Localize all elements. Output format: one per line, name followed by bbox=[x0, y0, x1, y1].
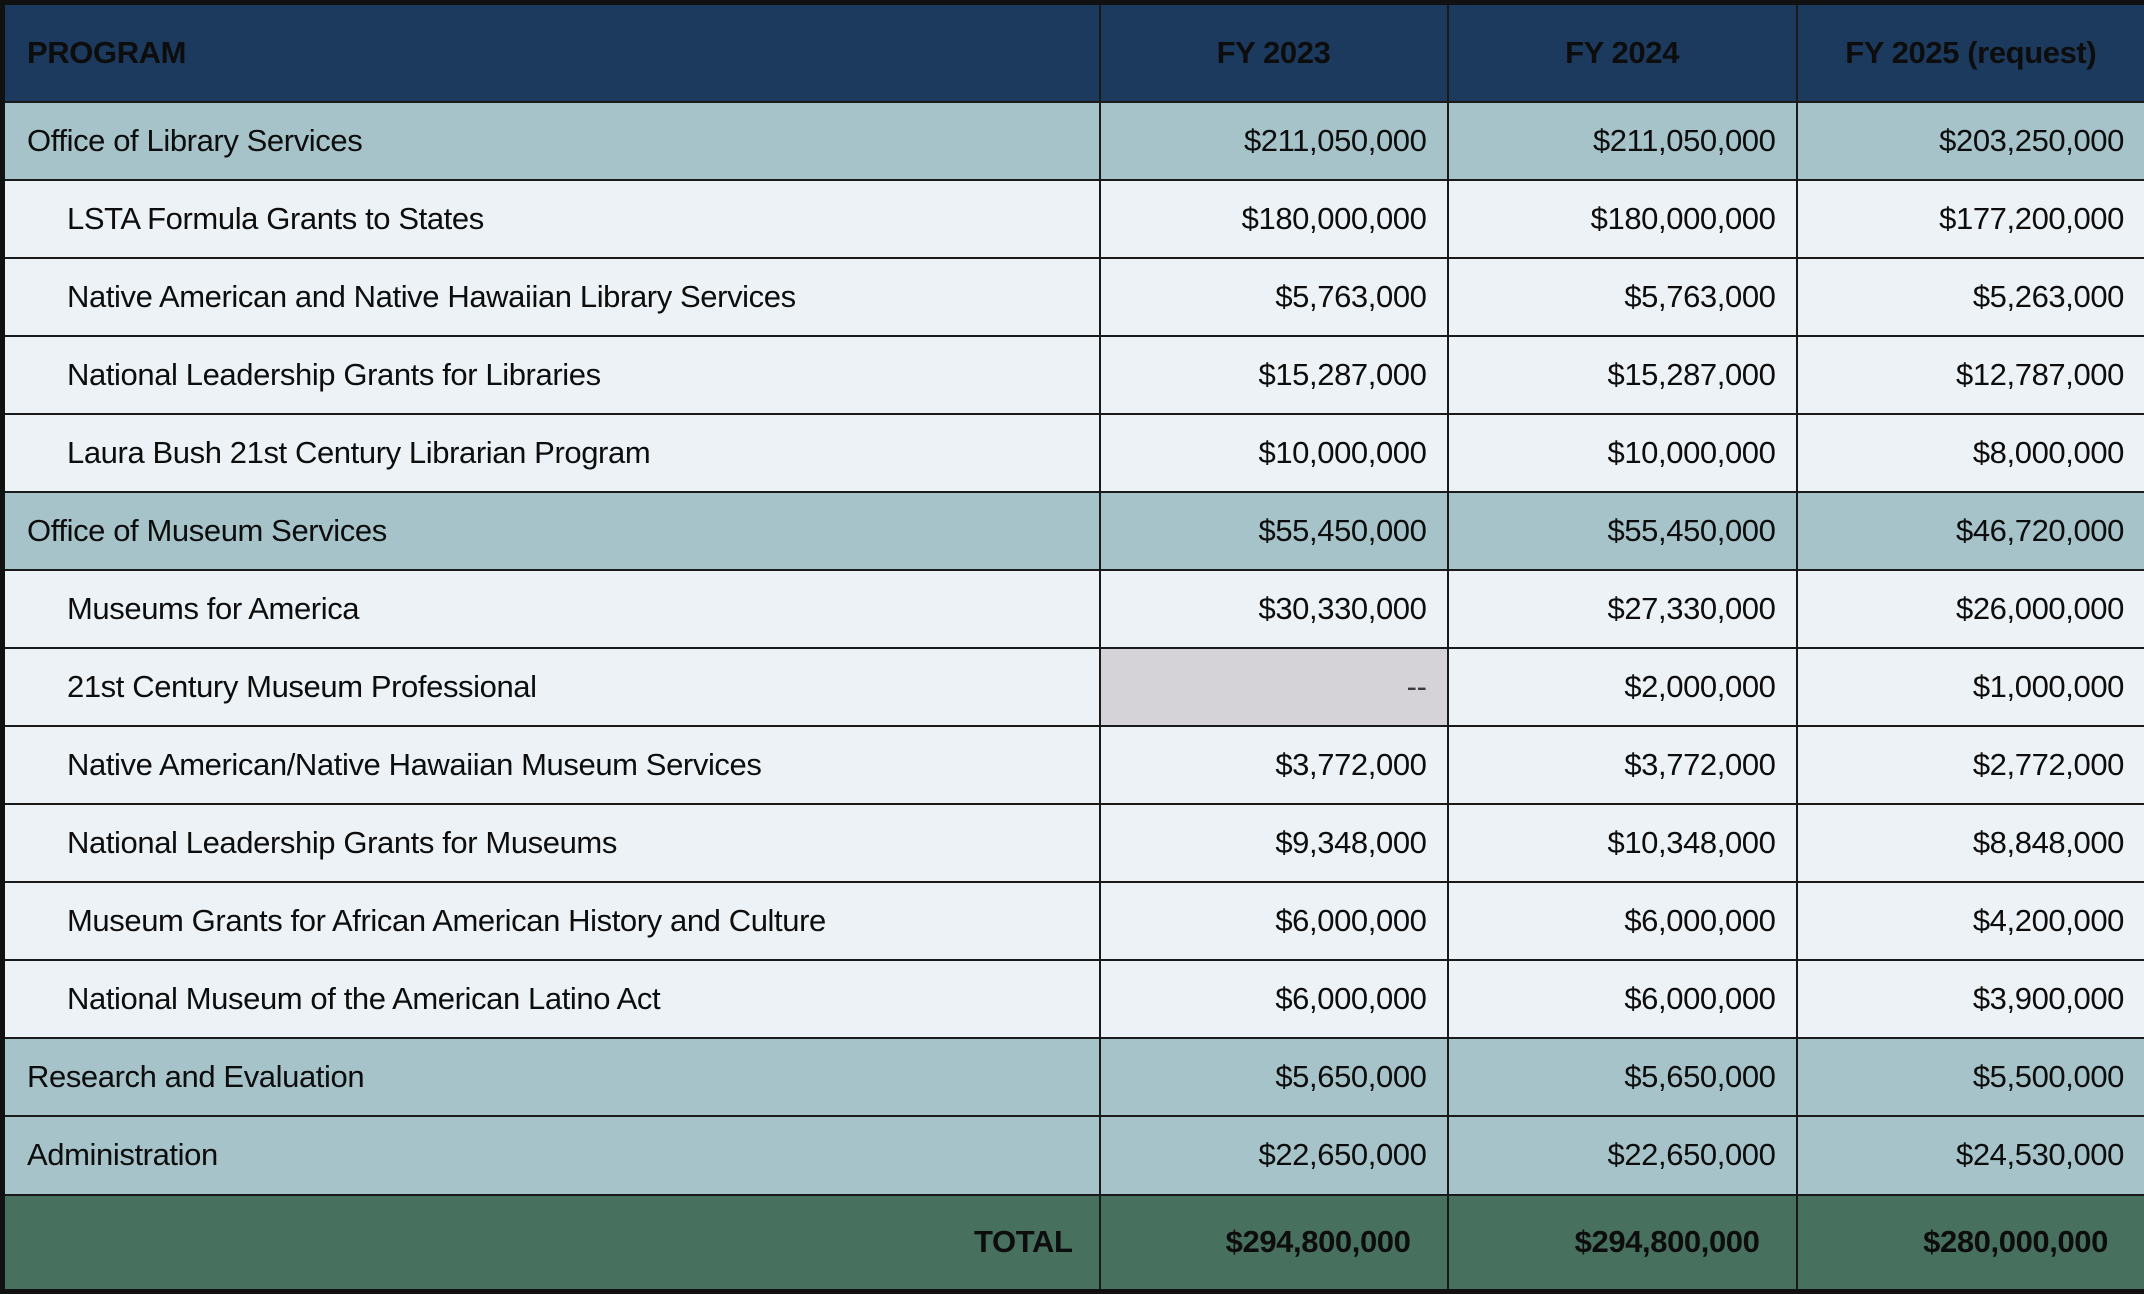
program-cell: Native American and Native Hawaiian Library Services bbox=[3, 258, 1100, 336]
fy2025-cell: $4,200,000 bbox=[1797, 882, 2144, 960]
program-cell: National Leadership Grants for Museums bbox=[3, 804, 1100, 882]
fy2025-cell: $5,263,000 bbox=[1797, 258, 2144, 336]
fy2023-cell: $5,763,000 bbox=[1100, 258, 1448, 336]
table-row bbox=[3, 1038, 2144, 1116]
fy2025-cell: $2,772,000 bbox=[1797, 726, 2144, 804]
table-footer bbox=[3, 1195, 2144, 1292]
program-cell: Office of Museum Services bbox=[3, 492, 1100, 570]
column-header-fy2023: FY 2023 bbox=[1100, 3, 1448, 102]
program-cell: Administration bbox=[3, 1116, 1100, 1194]
total-fy2023-cell: $294,800,000 bbox=[1100, 1195, 1448, 1292]
table-row bbox=[3, 882, 2144, 960]
fy2024-cell: $10,348,000 bbox=[1448, 804, 1797, 882]
fy2024-cell: $6,000,000 bbox=[1448, 882, 1797, 960]
table-row bbox=[3, 648, 2144, 726]
fy2024-cell: $180,000,000 bbox=[1448, 180, 1797, 258]
fy2023-cell: $22,650,000 bbox=[1100, 1116, 1448, 1194]
column-header-fy2025: FY 2025 (request) bbox=[1797, 3, 2144, 102]
fy2023-cell: $55,450,000 bbox=[1100, 492, 1448, 570]
fy2025-cell: $8,848,000 bbox=[1797, 804, 2144, 882]
fy2023-cell-no-data: -- bbox=[1100, 648, 1448, 726]
table-row bbox=[3, 336, 2144, 414]
program-cell: Museums for America bbox=[3, 570, 1100, 648]
fy2023-cell: $180,000,000 bbox=[1100, 180, 1448, 258]
fy2023-cell: $30,330,000 bbox=[1100, 570, 1448, 648]
fy2025-cell: $26,000,000 bbox=[1797, 570, 2144, 648]
program-cell: Laura Bush 21st Century Librarian Program bbox=[3, 414, 1100, 492]
fy2024-cell: $27,330,000 bbox=[1448, 570, 1797, 648]
table-row bbox=[3, 492, 2144, 570]
fy2024-cell: $5,650,000 bbox=[1448, 1038, 1797, 1116]
fy2023-cell: $9,348,000 bbox=[1100, 804, 1448, 882]
program-cell: Museum Grants for African American History and Culture bbox=[3, 882, 1100, 960]
program-cell: 21st Century Museum Professional bbox=[3, 648, 1100, 726]
fy2025-cell: $203,250,000 bbox=[1797, 102, 2144, 180]
total-fy2024-cell: $294,800,000 bbox=[1448, 1195, 1797, 1292]
program-cell: Research and Evaluation bbox=[3, 1038, 1100, 1116]
fy2024-cell: $55,450,000 bbox=[1448, 492, 1797, 570]
fy2023-cell: $5,650,000 bbox=[1100, 1038, 1448, 1116]
fy2025-cell: $5,500,000 bbox=[1797, 1038, 2144, 1116]
fy2023-cell: $3,772,000 bbox=[1100, 726, 1448, 804]
program-cell: National Leadership Grants for Libraries bbox=[3, 336, 1100, 414]
fy2025-cell: $3,900,000 bbox=[1797, 960, 2144, 1038]
column-header-fy2024: FY 2024 bbox=[1448, 3, 1797, 102]
fy2024-cell: $211,050,000 bbox=[1448, 102, 1797, 180]
fy2023-cell: $6,000,000 bbox=[1100, 960, 1448, 1038]
table-row bbox=[3, 102, 2144, 180]
table-row bbox=[3, 1116, 2144, 1194]
table-row bbox=[3, 414, 2144, 492]
table-row bbox=[3, 258, 2144, 336]
table-body bbox=[3, 102, 2144, 1195]
header-row bbox=[3, 3, 2144, 102]
total-fy2025-cell: $280,000,000 bbox=[1797, 1195, 2144, 1292]
fy2024-cell: $6,000,000 bbox=[1448, 960, 1797, 1038]
fy2025-cell: $24,530,000 bbox=[1797, 1116, 2144, 1194]
fy2024-cell: $22,650,000 bbox=[1448, 1116, 1797, 1194]
fy2025-cell: $46,720,000 bbox=[1797, 492, 2144, 570]
fy2025-cell: $12,787,000 bbox=[1797, 336, 2144, 414]
total-row bbox=[3, 1195, 2144, 1292]
fy2023-cell: $15,287,000 bbox=[1100, 336, 1448, 414]
fy2024-cell: $15,287,000 bbox=[1448, 336, 1797, 414]
total-label: TOTAL bbox=[3, 1195, 1100, 1292]
fy2025-cell: $1,000,000 bbox=[1797, 648, 2144, 726]
fy2024-cell: $10,000,000 bbox=[1448, 414, 1797, 492]
table-row bbox=[3, 570, 2144, 648]
fy2023-cell: $6,000,000 bbox=[1100, 882, 1448, 960]
table-header bbox=[3, 3, 2144, 102]
fy2023-cell: $10,000,000 bbox=[1100, 414, 1448, 492]
program-cell: Native American/Native Hawaiian Museum Services bbox=[3, 726, 1100, 804]
fy2025-cell: $177,200,000 bbox=[1797, 180, 2144, 258]
fy2024-cell: $5,763,000 bbox=[1448, 258, 1797, 336]
fy2024-cell: $2,000,000 bbox=[1448, 648, 1797, 726]
table-row bbox=[3, 960, 2144, 1038]
table-row bbox=[3, 726, 2144, 804]
program-cell: LSTA Formula Grants to States bbox=[3, 180, 1100, 258]
fy2023-cell: $211,050,000 bbox=[1100, 102, 1448, 180]
table-row bbox=[3, 180, 2144, 258]
column-header-program: PROGRAM bbox=[3, 3, 1100, 102]
fy2024-cell: $3,772,000 bbox=[1448, 726, 1797, 804]
fy2025-cell: $8,000,000 bbox=[1797, 414, 2144, 492]
table-row bbox=[3, 804, 2144, 882]
program-cell: Office of Library Services bbox=[3, 102, 1100, 180]
program-cell: National Museum of the American Latino Act bbox=[3, 960, 1100, 1038]
